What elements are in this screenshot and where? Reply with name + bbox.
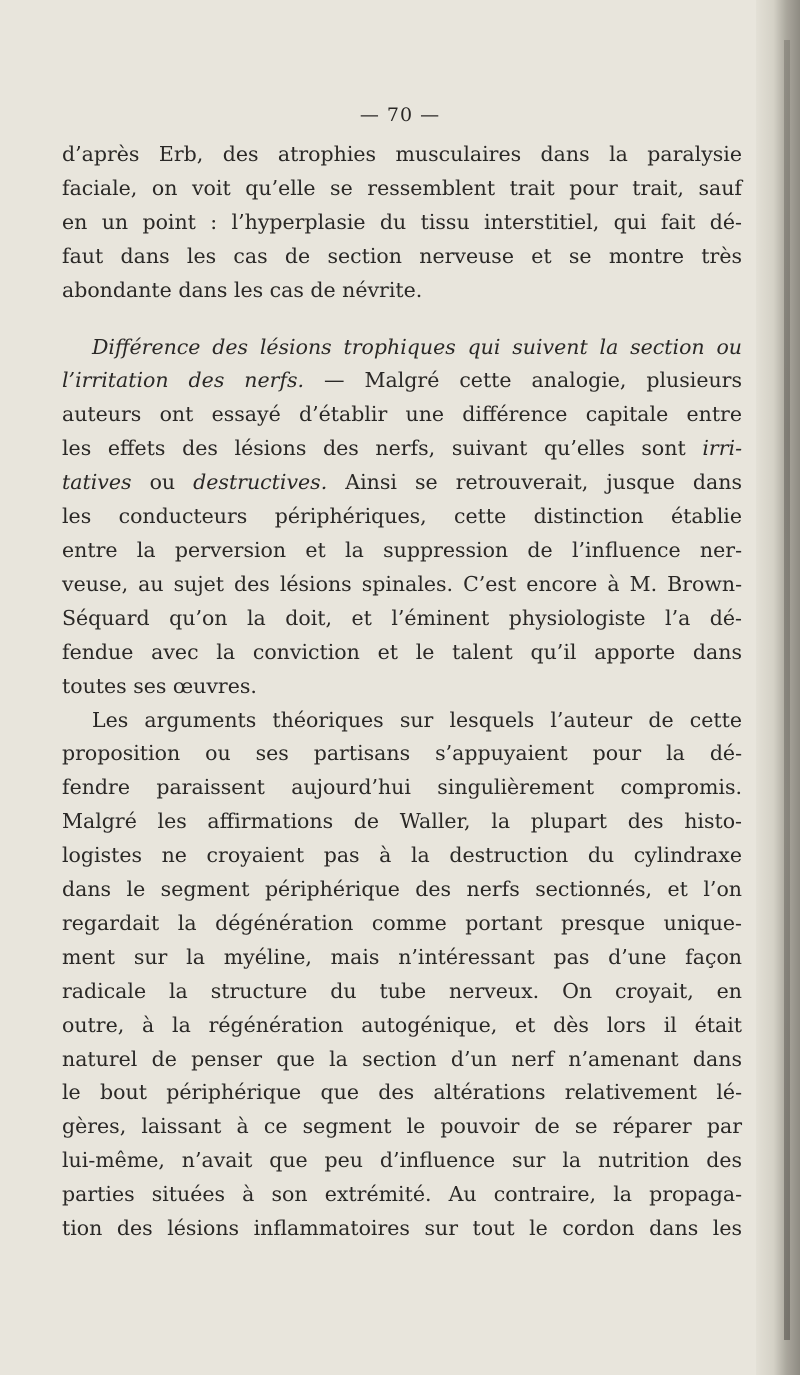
text-line: radicale la structure du tube nerveux. On croyait, en (62, 978, 742, 1003)
text-line: parties situées à son extrémité. Au contraire, la propaga- (62, 1182, 742, 1207)
text-line: le bout périphérique que des altérations relativement lé- (62, 1080, 742, 1105)
text-line: d’après Erb, des atrophies musculaires dans la paralysie (62, 142, 742, 166)
text-span: Ainsi se retrouverait, jusque dans (327, 470, 742, 495)
text-line: proposition ou ses partisans s’appuyaient pour la dé- (62, 741, 742, 766)
text-line: Séquard qu’on la doit, et l’éminent physiologiste l’a dé- (62, 605, 742, 630)
text-line: gères, laissant à ce segment le pouvoir de se réparer par (62, 1114, 742, 1139)
text-line: Malgré les affirmations de Waller, la plupart des histo- (62, 809, 742, 834)
text-line: abondante dans les cas de névrite. (62, 277, 423, 302)
text-line: en un point : l’hyperplasie du tissu interstitiel, qui fait dé- (62, 209, 742, 234)
body-text (62, 138, 742, 1246)
text-line: faciale, on voit qu’elle se ressemblent trait pour trait, sauf (62, 175, 742, 200)
text-span: les effets des lésions des nerfs, suivant qu’elles sont (62, 436, 703, 461)
page-binding-shadow (784, 40, 790, 1340)
text-line: faut dans les cas de section nerveuse et se montre très (62, 243, 742, 268)
section-heading-cont: l’irritation des nerfs. (62, 368, 305, 393)
text-line: logistes ne croyaient pas à la destruction du cylindraxe (62, 843, 742, 868)
text-line: toutes ses œuvres. (62, 673, 257, 698)
text-line: entre la perversion et la suppression de l’influence ner- (62, 537, 742, 562)
text-span: — Malgré cette analogie, plusieurs (304, 368, 742, 393)
text-line (62, 432, 742, 466)
page-edge-shadow (756, 0, 800, 1375)
text-line: Les arguments théoriques sur lesquels l’auteur de cette (92, 707, 742, 732)
text-line: naturel de penser que la section d’un nerf n’amenant dans (62, 1046, 742, 1071)
text-line: ment sur la myéline, mais n’intéressant pas d’une façon (62, 944, 742, 969)
page-number: — 70 — (359, 104, 441, 126)
italic-term: tatives (62, 470, 132, 495)
text-line: fendue avec la conviction et le talent qu’il apporte dans (62, 639, 742, 664)
text-line: outre, à la régénération autogénique, et dès lors il était (62, 1012, 742, 1037)
text-line: auteurs ont essayé d’établir une différence capitale entre (62, 402, 742, 427)
text-line: tion des lésions inflammatoires sur tout le cordon dans les (62, 1216, 742, 1241)
text-span: ou (131, 470, 194, 495)
section-heading-line (62, 364, 742, 398)
italic-term: irri- (702, 436, 742, 461)
section-heading: Différence des lésions trophiques qui suivent la section ou (92, 334, 742, 359)
text-line: dans le segment périphérique des nerfs sectionnés, et l’on (62, 877, 742, 902)
text-line: fendre paraissent aujourd’hui singulièrement compromis. (62, 775, 742, 800)
section-heading-line (62, 331, 742, 365)
text-line: lui-même, n’avait que peu d’influence sur la nutrition des (62, 1148, 742, 1173)
text-line: regardait la dégénération comme portant presque unique- (62, 910, 742, 935)
text-line (62, 466, 742, 500)
text-line: les conducteurs périphériques, cette distinction établie (62, 504, 742, 529)
italic-term: destructives. (193, 470, 328, 495)
text-line: veuse, au sujet des lésions spinales. C’est encore à M. Brown- (62, 571, 742, 596)
